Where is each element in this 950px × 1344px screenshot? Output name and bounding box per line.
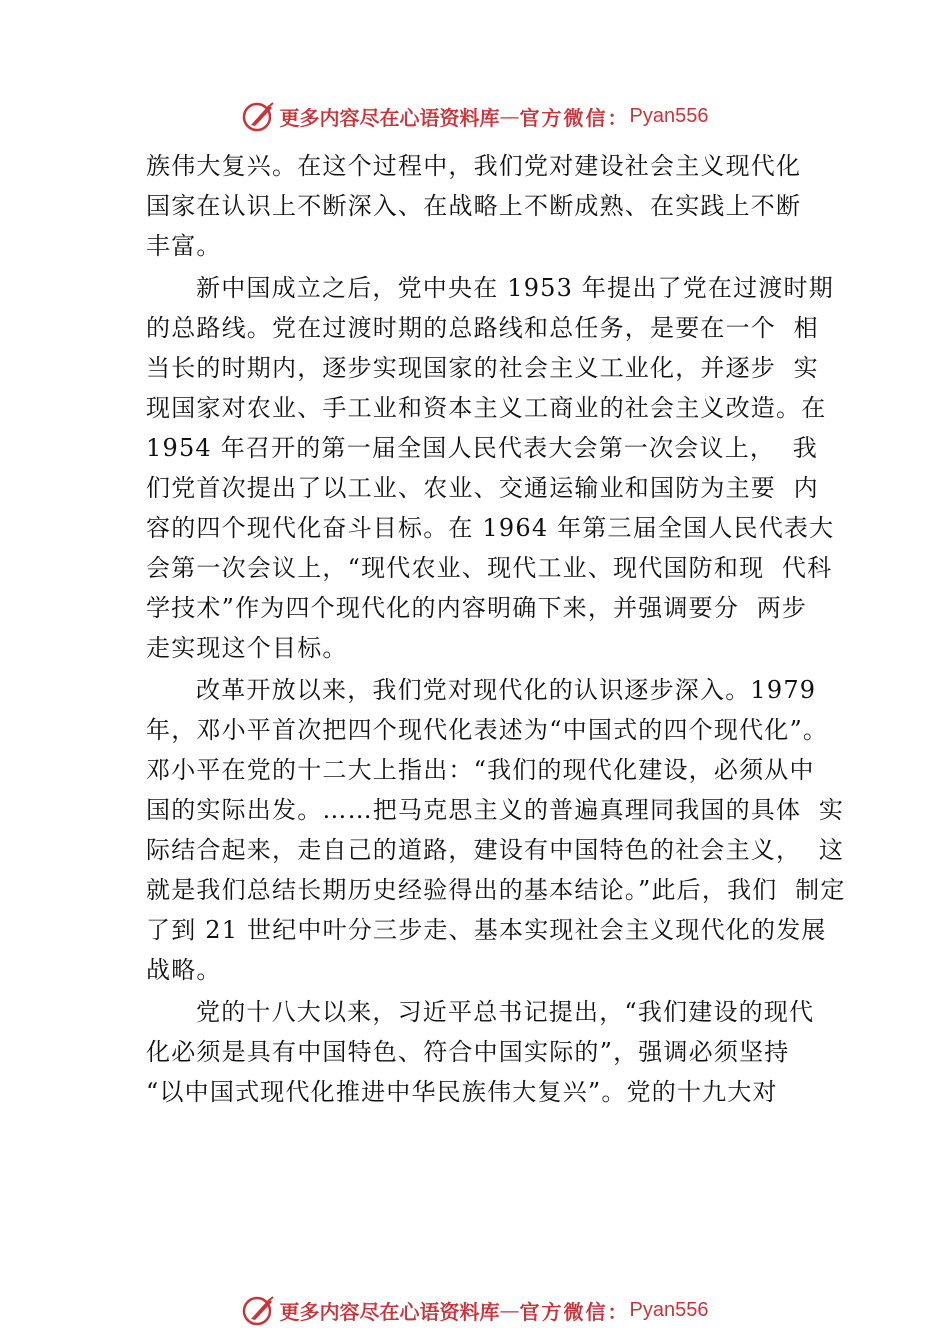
banner-dash: — — [499, 1298, 520, 1322]
text-line: 族伟大复兴。在这个过程中，我们党对建设社会主义现代化 — [146, 152, 802, 180]
text-line: 当长的时期内，逐步实现国家的社会主义工业化，并逐步 实 — [146, 354, 819, 382]
banner-dash: — — [499, 104, 520, 128]
text-line: “以中国式现代化推进中华民族伟大复兴”。党的十九大对 — [146, 1078, 778, 1106]
text-line: 容的四个现代化奋斗目标。在 1964 年第三届全国人民代表大 — [146, 514, 835, 542]
text-line: 走实现这个目标。 — [146, 634, 348, 662]
text-line: 们党首次提出了以工业、农业、交通运输业和国防为主要 内 — [146, 474, 819, 502]
paragraph-2 — [146, 268, 836, 668]
paragraph-4 — [146, 992, 836, 1112]
banner-wechat-id: Pyan556 — [629, 104, 709, 127]
banner-title: 更多内容尽在心语资料库 — [279, 1299, 500, 1324]
text-line: 现国家对农业、手工业和资本主义工商业的社会主义改造。在 — [146, 394, 827, 422]
banner-wechat-id: Pyan556 — [629, 1298, 709, 1321]
header-banner — [0, 96, 950, 136]
text-line: 了到 21 世纪中叶分三步走、基本实现社会主义现代化的发展 — [146, 916, 827, 944]
text-line: 改革开放以来，我们党对现代化的认识逐步深入。1979 — [196, 676, 817, 704]
text-line: 际结合起来，走自己的道路，建设有中国特色的社会主义， 这 — [146, 836, 845, 864]
text-line: 就是我们总结长期历史经验得出的基本结论。”此后，我们 制定 — [146, 876, 846, 904]
document-body — [146, 146, 846, 1112]
text-line: 会第一次会议上，“现代农业、现代工业、现代国防和现 代科 — [146, 554, 833, 582]
paragraph-1 — [146, 146, 836, 266]
text-line: 学技术”作为四个现代化的内容明确下来，并强调要分 两步 — [146, 594, 808, 622]
banner-wechat-label: 官方微信： — [519, 105, 630, 130]
quill-logo-icon — [242, 99, 276, 133]
text-line: 邓小平在党的十二大上指出：“我们的现代化建设，必须从中 — [146, 756, 815, 784]
text-line: 新中国成立之后，党中央在 1953 年提出了党在过渡时期 — [196, 274, 834, 302]
text-line: 的总路线。党在过渡时期的总路线和总任务，是要在一个 相 — [146, 314, 819, 342]
text-line: 年，邓小平首次把四个现代化表述为“中国式的四个现代化”。 — [146, 716, 829, 744]
text-line: 丰富。 — [146, 232, 222, 260]
text-line: 党的十八大以来，习近平总书记提出，“我们建设的现代 — [196, 998, 815, 1026]
footer-banner — [0, 1290, 950, 1330]
banner-title: 更多内容尽在心语资料库 — [279, 105, 500, 130]
text-line: 国家在认识上不断深入、在战略上不断成熟、在实践上不断 — [146, 192, 802, 220]
text-line: 战略。 — [146, 956, 222, 984]
banner-wechat-label: 官方微信： — [519, 1299, 630, 1324]
text-line: 国的实际出发。……把马克思主义的普遍真理同我国的具体 实 — [146, 796, 845, 824]
text-line: 1954 年召开的第一届全国人民代表大会第一次会议上， 我 — [146, 434, 818, 462]
text-line: 化必须是具有中国特色、符合中国实际的”，强调必须坚持 — [146, 1038, 790, 1066]
paragraph-3 — [146, 670, 846, 990]
quill-logo-icon — [242, 1293, 276, 1327]
